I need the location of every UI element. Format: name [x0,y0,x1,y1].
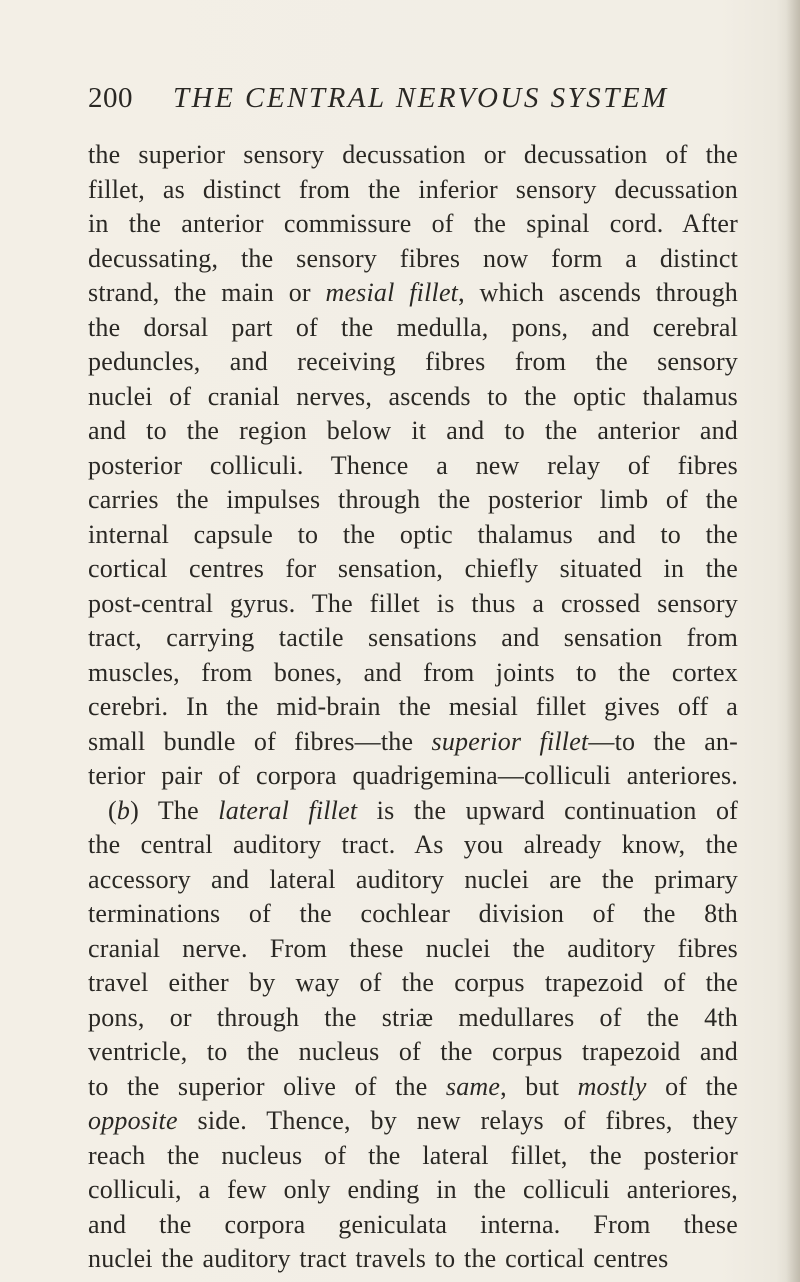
italic-term: lateral fillet [218,795,358,825]
text-segment: terior pair of corpora quadrigemina—colliculi anteriores. [88,761,738,790]
text-segment: nuclei of cranial nerves, ascends to the optic thalamus [88,381,738,411]
text-line [88,518,738,553]
italic-term: opposite [88,1106,178,1135]
text-segment: reach the nucleus of the lateral fillet, the posterior [88,1140,738,1170]
text-line [88,621,738,656]
text-line [88,552,738,587]
text-segment: in the anterior commissure of the spinal cord. After [88,209,738,238]
text-line [88,897,738,932]
text-line [88,414,738,449]
text-segment: peduncles, and receiving fibres from the sensory [88,347,738,376]
text-line [88,483,738,518]
text-line [88,759,738,794]
text-line [88,138,738,173]
text-line [88,1208,738,1243]
text-line [88,173,738,208]
text-line [88,345,738,380]
text-line [88,449,738,484]
text-segment: , which ascends through [458,278,739,307]
text-line [88,242,738,277]
text-segment: nuclei the auditory tract travels to the cortical centres [88,1244,669,1273]
text-line [88,794,738,829]
text-line [88,828,738,863]
text-segment: small bundle of fibres—the [88,726,432,756]
text-segment: ventricle, to the nucleus of the corpus trapezoid and [88,1037,738,1066]
text-segment: the dorsal part of the medulla, pons, and cerebral [88,312,738,342]
text-line [88,1104,738,1139]
text-segment: tract, carrying tactile sensations and sensation from [88,623,738,652]
text-segment: carries the impulses through the posterior limb of the [88,485,738,514]
text-segment: accessory and lateral auditory nuclei are the primary [88,864,738,894]
italic-term: b [116,795,131,825]
page-edge-shadow [786,0,800,1282]
running-title: THE CENTRAL NERVOUS SYSTEM [173,82,669,114]
body-text [88,138,738,1277]
text-line [88,1139,738,1174]
text-line [88,1173,738,1208]
text-segment: , but [500,1071,578,1101]
text-segment: ( [108,795,117,825]
running-head [88,82,748,122]
text-segment: colliculi, a few only ending in the colliculi anteriores, [88,1175,738,1204]
text-line [88,863,738,898]
text-line [88,1242,738,1277]
text-segment: muscles, from bones, and from joints to the cortex [88,657,738,687]
text-segment: decussating, the sensory fibres now form a distinct [88,243,738,273]
text-segment: post-central gyrus. The fillet is thus a crossed sensory [88,588,738,618]
text-segment: of the [646,1071,738,1101]
text-line [88,380,738,415]
text-segment: the superior sensory decussation or decussation of the [88,140,738,169]
text-segment: cranial nerve. From these nuclei the auditory fibres [88,933,738,963]
text-segment: travel either by way of the corpus trapezoid of the [88,968,738,997]
text-line [88,311,738,346]
text-segment: posterior colliculi. Thence a new relay of fibres [88,450,738,480]
italic-term: mostly [577,1071,647,1101]
italic-term: mesial fillet [325,278,459,307]
text-line [88,1001,738,1036]
text-segment: terminations of the cochlear division of the 8th [88,899,738,928]
text-line [88,1070,738,1105]
text-line [88,932,738,967]
text-line [88,725,738,760]
text-line [88,690,738,725]
text-segment: the central auditory tract. As you already know, the [88,830,738,859]
italic-term: superior fillet [431,726,589,756]
text-segment: strand, the main or [88,278,326,307]
text-line [88,1035,738,1070]
text-line [88,207,738,242]
italic-term: same [445,1071,501,1101]
text-segment: cortical centres for sensation, chiefly situated in the [88,554,738,583]
text-segment: ) The [130,795,219,825]
page-number: 200 [88,82,133,114]
text-segment: and to the region below it and to the anterior and [88,416,738,445]
text-line [88,276,738,311]
text-segment: and the corpora geniculata interna. From these [88,1209,738,1239]
text-line [88,587,738,622]
text-line [88,966,738,1001]
text-segment: is the upward continuation of [357,795,738,825]
text-line [88,656,738,691]
text-segment: pons, or through the striæ medullares of the 4th [88,1002,738,1032]
text-segment: to the superior olive of the [88,1071,446,1101]
text-segment: fillet, as distinct from the inferior sensory decussation [88,174,738,204]
text-segment: internal capsule to the optic thalamus and to the [88,519,738,549]
text-segment: cerebri. In the mid-brain the mesial fillet gives off a [88,692,738,721]
text-segment: side. Thence, by new relays of fibres, they [177,1106,738,1135]
text-segment: —to the an- [588,726,738,756]
